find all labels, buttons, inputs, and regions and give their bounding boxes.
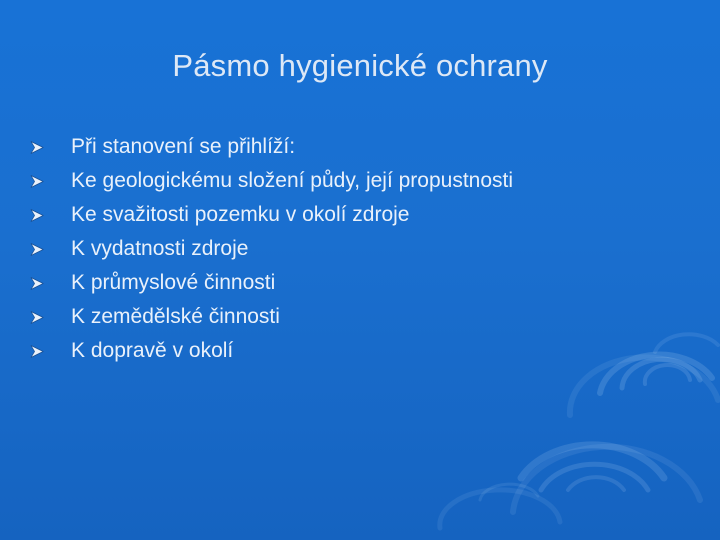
bullet-list bbox=[0, 130, 720, 368]
list-item-text: K zemědělské činnosti bbox=[71, 305, 280, 328]
arrowhead-bullet-icon bbox=[30, 175, 44, 188]
list-item-text: K vydatnosti zdroje bbox=[71, 237, 249, 260]
list-item-text: Ke svažitosti pozemku v okolí zdroje bbox=[71, 203, 410, 226]
arrowhead-bullet-icon bbox=[30, 243, 44, 256]
arrowhead-bullet-icon bbox=[30, 311, 44, 324]
list-item bbox=[0, 334, 720, 368]
slide-title: Pásmo hygienické ochrany bbox=[172, 48, 548, 83]
list-item bbox=[0, 130, 720, 164]
arrowhead-bullet-icon bbox=[30, 209, 44, 222]
list-item bbox=[0, 266, 720, 300]
list-item-text: Při stanovení se přihlíží: bbox=[71, 135, 296, 158]
list-item bbox=[0, 232, 720, 266]
list-item bbox=[0, 164, 720, 198]
arrowhead-bullet-icon bbox=[30, 277, 44, 290]
list-item bbox=[0, 198, 720, 232]
list-item bbox=[0, 300, 720, 334]
arrowhead-bullet-icon bbox=[30, 141, 44, 154]
list-item-text: Ke geologickému složení půdy, její propustnosti bbox=[71, 169, 514, 192]
arrowhead-bullet-icon bbox=[30, 345, 44, 358]
list-item-text: K průmyslové činnosti bbox=[71, 271, 276, 294]
list-item-text: K dopravě v okolí bbox=[71, 339, 234, 362]
